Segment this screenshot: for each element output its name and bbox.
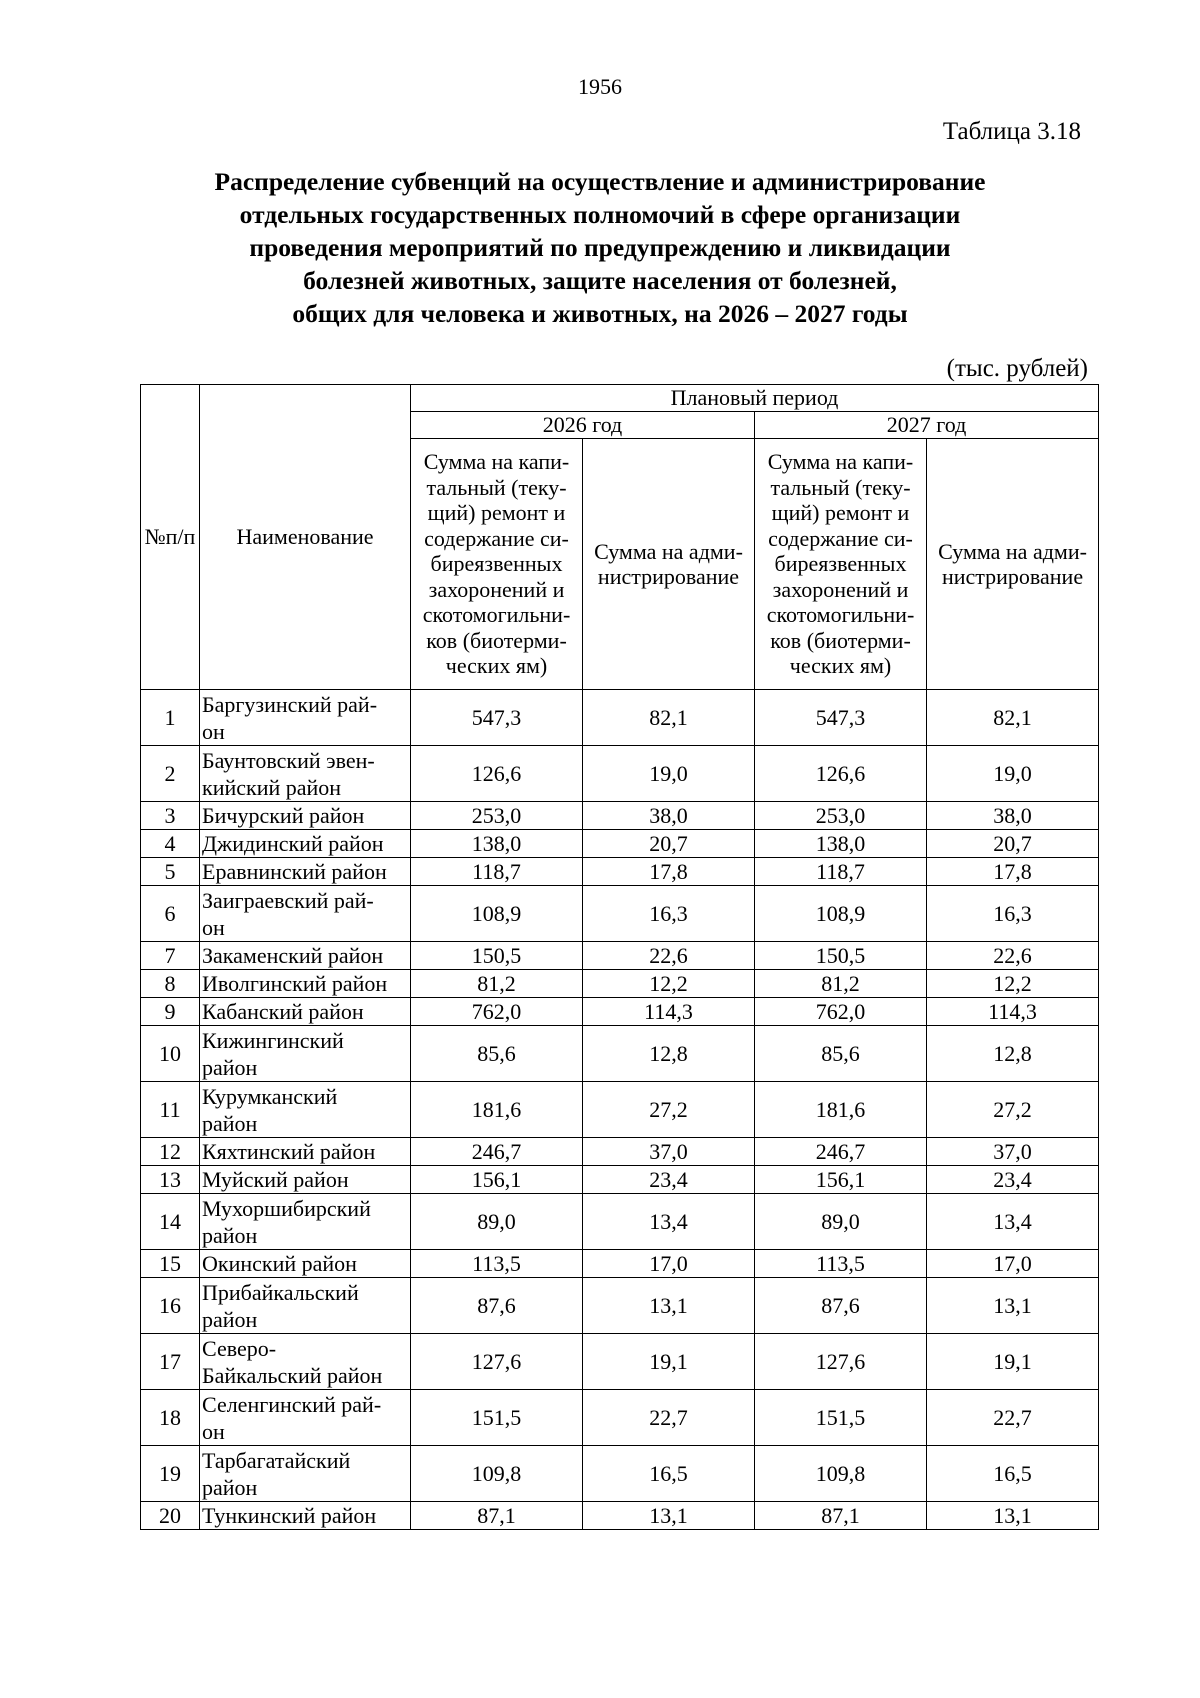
row-number: 4 [141, 830, 200, 858]
district-name: Окинский район [200, 1250, 411, 1278]
header-admin-2026 [583, 439, 755, 690]
admin-2027-value: 13,4 [927, 1194, 1099, 1250]
district-name-line: район [202, 1110, 258, 1136]
repair-2027-value: 246,7 [755, 1138, 927, 1166]
title-line: общих для человека и животных, на 2026 – 2027 годы [292, 299, 908, 328]
admin-2026-value: 22,7 [583, 1390, 755, 1446]
table-row [141, 1334, 1099, 1390]
repair-2026-value: 126,6 [411, 746, 583, 802]
table-row [141, 886, 1099, 942]
row-number: 16 [141, 1278, 200, 1334]
row-number: 2 [141, 746, 200, 802]
district-name: Кяхтинский район [200, 1138, 411, 1166]
repair-2027-value: 113,5 [755, 1250, 927, 1278]
table-row [141, 1446, 1099, 1502]
district-name: Бичурский район [200, 802, 411, 830]
units-label: (тыс. рублей) [946, 355, 1088, 382]
admin-2026-value: 22,6 [583, 942, 755, 970]
repair-2026-value: 87,1 [411, 1502, 583, 1530]
repair-2027-value: 150,5 [755, 942, 927, 970]
header-admin-text: Сумма на адми- нистрирование [594, 538, 743, 589]
admin-2027-value: 13,1 [927, 1502, 1099, 1530]
table-row [141, 1138, 1099, 1166]
table-row [141, 1166, 1099, 1194]
repair-2026-value: 108,9 [411, 886, 583, 942]
page-number: 1956 [578, 74, 622, 99]
repair-2027-value: 81,2 [755, 970, 927, 998]
table-row [141, 830, 1099, 858]
repair-2026-value: 138,0 [411, 830, 583, 858]
admin-2026-value: 20,7 [583, 830, 755, 858]
header-admin-2027 [927, 439, 1099, 690]
district-name: Тункинский район [200, 1502, 411, 1530]
district-name-line: Селенгинский рай- [202, 1391, 382, 1417]
admin-2026-value: 13,4 [583, 1194, 755, 1250]
repair-2027-value: 118,7 [755, 858, 927, 886]
repair-2027-value: 253,0 [755, 802, 927, 830]
row-number: 6 [141, 886, 200, 942]
admin-2027-value: 37,0 [927, 1138, 1099, 1166]
row-number: 9 [141, 998, 200, 1026]
admin-2026-value: 16,5 [583, 1446, 755, 1502]
admin-2027-value: 16,5 [927, 1446, 1099, 1502]
admin-2026-value: 12,2 [583, 970, 755, 998]
repair-2026-value: 127,6 [411, 1334, 583, 1390]
admin-2026-value: 13,1 [583, 1278, 755, 1334]
admin-2026-value: 16,3 [583, 886, 755, 942]
table-label: Таблица 3.18 [942, 118, 1081, 145]
admin-2026-value: 27,2 [583, 1082, 755, 1138]
table-row [141, 690, 1099, 746]
district-name-line: он [202, 914, 225, 940]
row-number: 12 [141, 1138, 200, 1166]
row-number: 20 [141, 1502, 200, 1530]
repair-2026-value: 762,0 [411, 998, 583, 1026]
repair-2027-value: 87,1 [755, 1502, 927, 1530]
district-name [200, 1026, 411, 1082]
district-name-line: Кижингинский [202, 1027, 344, 1053]
admin-2027-value: 20,7 [927, 830, 1099, 858]
repair-2026-value: 89,0 [411, 1194, 583, 1250]
admin-2026-value: 37,0 [583, 1138, 755, 1166]
repair-2026-value: 113,5 [411, 1250, 583, 1278]
row-number: 5 [141, 858, 200, 886]
admin-2026-value: 19,1 [583, 1334, 755, 1390]
row-number: 7 [141, 942, 200, 970]
admin-2026-value: 82,1 [583, 690, 755, 746]
title-line: Распределение субвенций на осуществление и администрирование [214, 167, 986, 196]
admin-2026-value: 17,8 [583, 858, 755, 886]
district-name: Муйский район [200, 1166, 411, 1194]
repair-2027-value: 126,6 [755, 746, 927, 802]
table-body [141, 690, 1099, 1530]
admin-2026-value: 17,0 [583, 1250, 755, 1278]
row-number: 3 [141, 802, 200, 830]
district-name-line: Заиграевский рай- [202, 887, 374, 913]
district-name-line: Мухоршибирский [202, 1195, 371, 1221]
table-row [141, 1194, 1099, 1250]
district-name [200, 746, 411, 802]
repair-2027-value: 547,3 [755, 690, 927, 746]
admin-2027-value: 19,0 [927, 746, 1099, 802]
header-planning-period: Плановый период [411, 385, 1099, 412]
repair-2026-value: 81,2 [411, 970, 583, 998]
repair-2027-value: 85,6 [755, 1026, 927, 1082]
district-name-line: кийский район [202, 774, 342, 800]
admin-2027-value: 17,0 [927, 1250, 1099, 1278]
repair-2027-value: 89,0 [755, 1194, 927, 1250]
admin-2027-value: 19,1 [927, 1334, 1099, 1390]
row-number: 10 [141, 1026, 200, 1082]
repair-2027-value: 138,0 [755, 830, 927, 858]
row-number: 18 [141, 1390, 200, 1446]
admin-2027-value: 13,1 [927, 1278, 1099, 1334]
row-number: 1 [141, 690, 200, 746]
header-repair-2026 [411, 439, 583, 690]
table-row [141, 998, 1099, 1026]
district-name [200, 1334, 411, 1390]
table-row [141, 802, 1099, 830]
header-admin-text: Сумма на адми- нистрирование [938, 538, 1087, 589]
header-name: Наименование [200, 385, 411, 690]
title-line: проведения мероприятий по предупреждению и ликвидации [249, 233, 951, 262]
district-name-line: он [202, 1418, 225, 1444]
admin-2026-value: 12,8 [583, 1026, 755, 1082]
header-number: №п/п [141, 385, 200, 690]
admin-2026-value: 23,4 [583, 1166, 755, 1194]
district-name-line: Курумканский [202, 1083, 338, 1109]
district-name: Иволгинский район [200, 970, 411, 998]
admin-2027-value: 22,6 [927, 942, 1099, 970]
district-name-line: район [202, 1222, 258, 1248]
document-title [140, 165, 1060, 330]
row-number: 13 [141, 1166, 200, 1194]
admin-2026-value: 38,0 [583, 802, 755, 830]
district-name-line: район [202, 1054, 258, 1080]
row-number: 17 [141, 1334, 200, 1390]
repair-2027-value: 181,6 [755, 1082, 927, 1138]
subvention-table [140, 384, 1099, 1530]
district-name-line: Тарбагатайский [202, 1447, 351, 1473]
table-row [141, 1502, 1099, 1530]
repair-2026-value: 87,6 [411, 1278, 583, 1334]
repair-2027-value: 108,9 [755, 886, 927, 942]
table-row [141, 970, 1099, 998]
admin-2027-value: 12,2 [927, 970, 1099, 998]
district-name [200, 1278, 411, 1334]
admin-2027-value: 38,0 [927, 802, 1099, 830]
header-year-2026: 2026 год [411, 412, 755, 439]
header-year-2027: 2027 год [755, 412, 1099, 439]
repair-2026-value: 156,1 [411, 1166, 583, 1194]
district-name: Джидинский район [200, 830, 411, 858]
admin-2027-value: 12,8 [927, 1026, 1099, 1082]
table-row [141, 1082, 1099, 1138]
district-name: Закаменский район [200, 942, 411, 970]
district-name-line: Байкальский район [202, 1362, 383, 1388]
table-row [141, 942, 1099, 970]
district-name-line: Баргузинский рай- [202, 691, 378, 717]
district-name-line: район [202, 1474, 258, 1500]
row-number: 19 [141, 1446, 200, 1502]
repair-2026-value: 150,5 [411, 942, 583, 970]
repair-2027-value: 87,6 [755, 1278, 927, 1334]
district-name [200, 690, 411, 746]
row-number: 14 [141, 1194, 200, 1250]
admin-2027-value: 23,4 [927, 1166, 1099, 1194]
admin-2027-value: 82,1 [927, 690, 1099, 746]
repair-2026-value: 547,3 [411, 690, 583, 746]
district-name [200, 1390, 411, 1446]
district-name [200, 886, 411, 942]
district-name [200, 1082, 411, 1138]
table-row [141, 1390, 1099, 1446]
district-name-line: район [202, 1306, 258, 1332]
header-repair-text: Сумма на капи- тальный (теку- щий) ремонт и содержание си- бирeязвенных захоронений и скотомогильни- ков (биотерми- ческих ям) [766, 449, 915, 679]
header-repair-text: Сумма на капи- тальный (теку- щий) ремонт и содержание си- бирeязвенных захоронений и скотомогильни- ков (биотерми- ческих ям) [422, 449, 571, 679]
header-repair-2027 [755, 439, 927, 690]
admin-2027-value: 16,3 [927, 886, 1099, 942]
table-row [141, 1026, 1099, 1082]
repair-2026-value: 118,7 [411, 858, 583, 886]
row-number: 15 [141, 1250, 200, 1278]
admin-2027-value: 17,8 [927, 858, 1099, 886]
admin-2027-value: 22,7 [927, 1390, 1099, 1446]
repair-2026-value: 253,0 [411, 802, 583, 830]
repair-2026-value: 181,6 [411, 1082, 583, 1138]
district-name-line: Баунтовский эвен- [202, 747, 375, 773]
admin-2027-value: 27,2 [927, 1082, 1099, 1138]
repair-2026-value: 151,5 [411, 1390, 583, 1446]
repair-2026-value: 246,7 [411, 1138, 583, 1166]
district-name-line: Прибайкальский [202, 1279, 359, 1305]
row-number: 11 [141, 1082, 200, 1138]
repair-2027-value: 151,5 [755, 1390, 927, 1446]
repair-2026-value: 109,8 [411, 1446, 583, 1502]
table-row [141, 1278, 1099, 1334]
repair-2026-value: 85,6 [411, 1026, 583, 1082]
repair-2027-value: 127,6 [755, 1334, 927, 1390]
title-line: отдельных государственных полномочий в сфере организации [239, 200, 961, 229]
district-name-line: Северо- [202, 1335, 277, 1361]
admin-2027-value: 114,3 [927, 998, 1099, 1026]
district-name [200, 1194, 411, 1250]
repair-2027-value: 762,0 [755, 998, 927, 1026]
repair-2027-value: 156,1 [755, 1166, 927, 1194]
district-name: Еравнинский район [200, 858, 411, 886]
row-number: 8 [141, 970, 200, 998]
table-row [141, 746, 1099, 802]
district-name-line: он [202, 718, 225, 744]
admin-2026-value: 114,3 [583, 998, 755, 1026]
district-name [200, 1446, 411, 1502]
title-line: болезней животных, защите населения от болезней, [303, 266, 897, 295]
admin-2026-value: 13,1 [583, 1502, 755, 1530]
repair-2027-value: 109,8 [755, 1446, 927, 1502]
table-row [141, 858, 1099, 886]
table-row [141, 1250, 1099, 1278]
admin-2026-value: 19,0 [583, 746, 755, 802]
district-name: Кабанский район [200, 998, 411, 1026]
